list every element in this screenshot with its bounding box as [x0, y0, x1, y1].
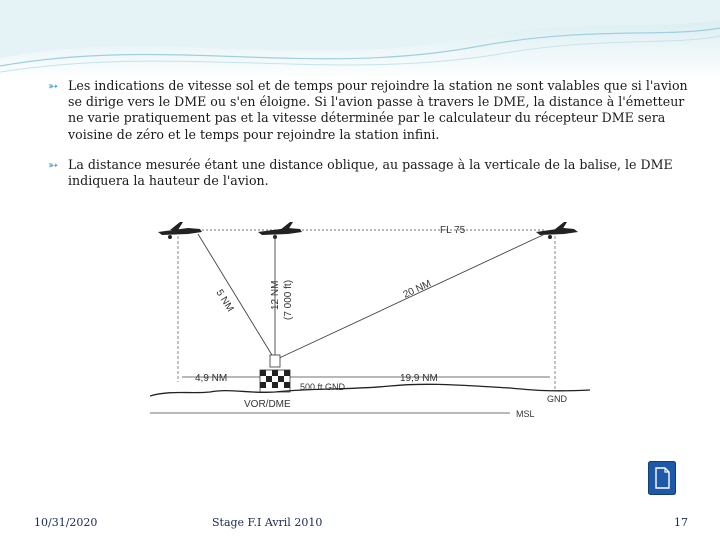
- slant-left-label: 5 NM: [213, 287, 236, 314]
- bullet-item: [48, 78, 688, 143]
- station-label: VOR/DME: [244, 399, 291, 410]
- airplane-icon: [158, 222, 202, 239]
- bullet-icon: ➳: [48, 157, 59, 172]
- bullet-text: La distance mesurée étant une distance oblique, au passage à la verticale de la balise, le DME indiquera la hauteur de l'avion.: [68, 156, 673, 189]
- msl-label: MSL: [516, 409, 535, 419]
- ground-label: GND: [547, 394, 567, 404]
- bullet-text: Les indications de vitesse sol et de temps pour rejoindre la station ne sont valables que si l'avion se dirige vers le DME ou s'en éloigne. Si l'avion passe à travers le DME, la distance à l'émetteur ne varie pratiquement pas et la vitesse déterminée par le calculateur du récepteur DME sera voisine de zéro et le temps pour rejoindre la station infini.: [68, 78, 688, 142]
- flight-level-label: FL 75: [440, 225, 466, 236]
- slant-right-label: 20 NM: [401, 278, 433, 301]
- document-icon[interactable]: [648, 461, 676, 495]
- bullet-list: [48, 78, 688, 203]
- airplane-icon: [536, 222, 578, 239]
- ground-elevation-label: 500 ft GND: [300, 382, 346, 392]
- ground-distance-label: 4,9 NM: [195, 373, 228, 384]
- footer-title: Stage F.I Avril 2010: [212, 516, 323, 529]
- dme-diagram: [150, 210, 590, 422]
- page-number: 17: [674, 516, 688, 529]
- vertical-label: 12 NM: [270, 280, 281, 310]
- vertical-label: (7 000 ft): [283, 279, 294, 320]
- vor-dme-station-icon: [260, 355, 290, 392]
- bullet-icon: ➳: [48, 79, 59, 93]
- header-decoration: [0, 0, 720, 80]
- bullet-item: [48, 157, 688, 189]
- footer-date: 10/31/2020: [34, 516, 98, 529]
- ground-distance-label: 19,9 NM: [400, 373, 438, 384]
- airplane-icon: [258, 222, 302, 239]
